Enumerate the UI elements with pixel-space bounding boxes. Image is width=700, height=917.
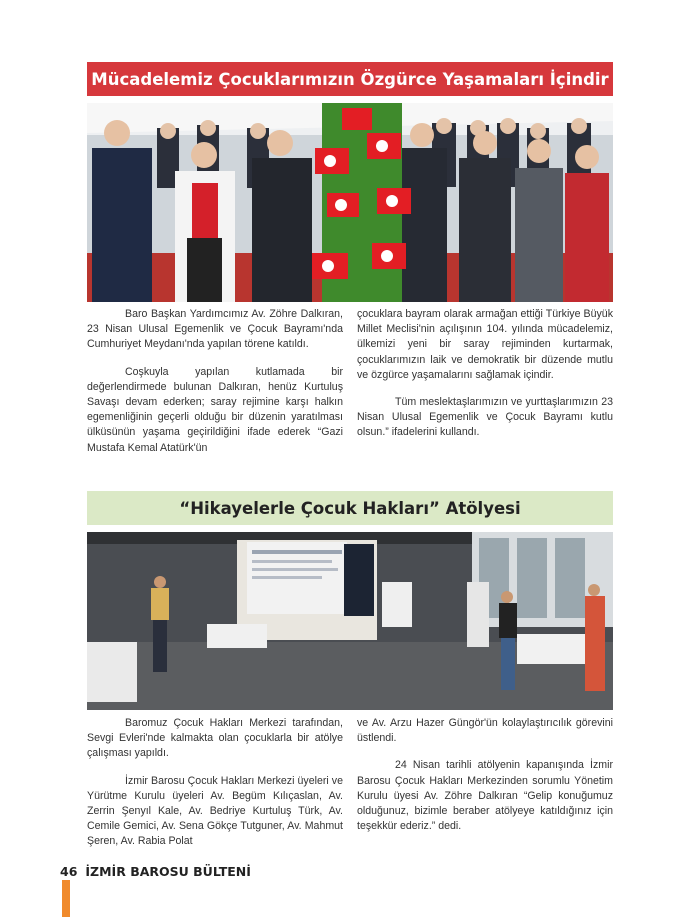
paragraph: Baro Başkan Yardımcımız Av. Zöhre Dalkıran, 23 Nisan Ulusal Egemenlik ve Çocuk Bayramı'nda Cumhuriyet Meydanı'nda yapılan törene katıldı. <box>87 308 343 351</box>
ceremony-photo <box>87 103 613 302</box>
paragraph: 24 Nisan tarihli atölyenin kapanışında İzmir Barosu Çocuk Hakları Merkezinden sorumlu Yönetim Kurulu üyesi Av. Zöhre Dalkıran “Gelip konuğumuz olduğunuz, bizimle beraber atölyeye katıldığınız için teşekkür ederiz.” dedi. <box>357 759 613 833</box>
page-footer <box>60 864 251 879</box>
workshop-photo-illustration <box>87 532 613 710</box>
paragraph: Tüm meslektaşlarımızın ve yurttaşlarımızın 23 Nisan Ulusal Egemenlik ve Çocuk Bayramı kutlu olsun.” ifadelerini kullandı. <box>357 396 613 439</box>
section1-title: Mücadelemiz Çocuklarımızın Özgürce Yaşamaları İçindir <box>87 62 613 96</box>
footer-accent-bar <box>62 880 70 917</box>
ceremony-photo-illustration <box>87 103 613 302</box>
section2-right-column <box>357 716 613 846</box>
paragraph: çocuklara bayram olarak armağan ettiği Türkiye Büyük Millet Meclisi'nin açılışının 104. yılında mücadelemiz, ülkemizi yeni bir saray rejiminden kurtarmak, çocuklarımızın laik ve demokratik bir düzende mutlu ve özgürce yaşamalarını sağlamak içindir. <box>357 308 613 381</box>
section2-left-column <box>87 716 343 862</box>
section1-right-column <box>357 307 613 453</box>
section2-title: “Hikayelerle Çocuk Hakları” Atölyesi <box>87 491 613 525</box>
paragraph: ve Av. Arzu Hazer Güngör'ün kolaylaştırıcılık görevini üstlendi. <box>357 717 613 745</box>
section1-left-column <box>87 307 343 468</box>
workshop-photo <box>87 532 613 710</box>
paragraph: İzmir Barosu Çocuk Hakları Merkezi üyeleri ve Yürütme Kurulu üyeleri Av. Begüm Kılıçaslan, Av. Zerrin Şenyıl Kale, Av. Bedriye Kurtuluş Türk, Av. Cemile Gemici, Av. Sena Gökçe Tutguner, Av. Mahmut Şeren, Av. Rabia Polat <box>87 774 343 848</box>
page-number: 46 <box>60 864 78 879</box>
publication-name: İZMİR BAROSU BÜLTENİ <box>85 864 251 879</box>
paragraph: Coşkuyla yapılan kutlamada bir değerlendirmede bulunan Dalkıran, henüz Kurtuluş Savaşı devam ederken; saray rejimine karşı halkın egemenliğinin geçerli olduğu bir düzenin yaratılması ülküsünün yaşama geçirildiğini ifade ederek “Gazi Mustafa Kemal Atatürk'ün <box>87 365 343 454</box>
paragraph: Baromuz Çocuk Hakları Merkezi tarafından, Sevgi Evleri'nde kalmakta olan çocuklarla bir atölye çalışması yapıldı. <box>87 717 343 760</box>
